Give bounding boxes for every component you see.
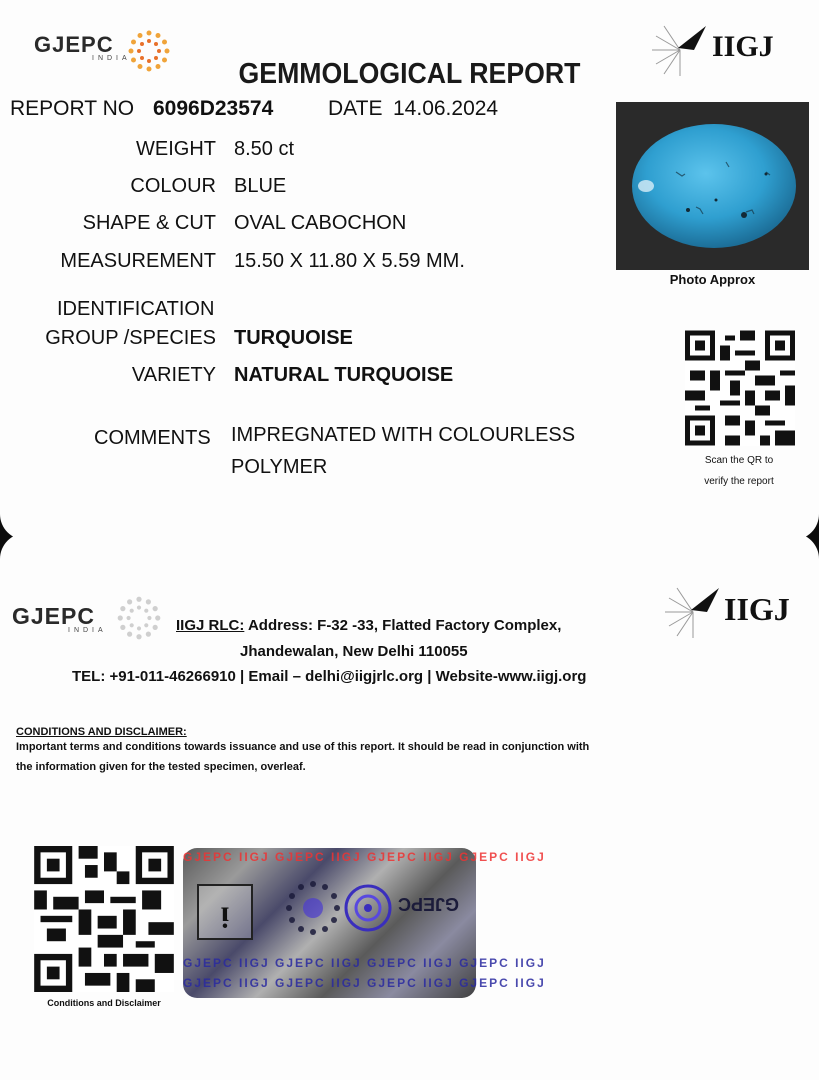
qr-note-line-1: Scan the QR to	[704, 455, 774, 466]
report-title: GEMMOLOGICAL REPORT	[238, 58, 581, 90]
field-value: BLUE	[234, 175, 287, 197]
hologram-sun-icon	[283, 878, 343, 938]
hologram-gjepc-text: GJEPC	[398, 894, 460, 914]
report-no-value: 6096D23574	[153, 97, 274, 120]
address-label: IIGJ RLC:	[176, 617, 245, 634]
date-label: DATE	[328, 97, 383, 120]
comments-label: COMMENTS	[94, 427, 211, 449]
gem-photo	[616, 102, 809, 270]
conditions-line-1: Important terms and conditions towards issuance and use of this report. It should be read in conjunction with	[16, 741, 590, 753]
field-row-shape-cut	[0, 212, 600, 236]
report-back-card	[0, 533, 819, 1080]
iigj-star-icon	[663, 583, 723, 641]
photo-caption: Photo Approx	[669, 272, 756, 287]
field-label: MEASUREMENT	[60, 250, 216, 272]
gjepc-logo: GJEPC INDIA	[12, 603, 107, 634]
field-value: NATURAL TURQUOISE	[234, 364, 454, 386]
security-hologram	[183, 848, 546, 998]
gjepc-sun-icon	[114, 593, 164, 643]
gjepc-logo: GJEPC INDIA	[34, 32, 131, 62]
address-line-1	[176, 617, 561, 634]
field-value: 15.50 X 11.80 X 5.59 MM.	[234, 250, 465, 272]
address-line-2: Jhandewalan, New Delhi 110055	[240, 643, 468, 660]
field-row-group-species	[0, 327, 600, 351]
field-label: SHAPE & CUT	[82, 212, 216, 234]
field-row-colour	[0, 175, 600, 199]
qr-note	[676, 450, 802, 492]
conditions-qr-caption: Conditions and Disclaimer	[47, 998, 161, 1008]
report-no-label: REPORT NO	[10, 97, 135, 120]
field-row-weight	[0, 138, 600, 162]
field-label: GROUP /SPECIES	[45, 327, 216, 349]
field-value: 8.50 ct	[234, 138, 295, 160]
field-value: TURQUOISE	[234, 327, 353, 349]
conditions-line-2: the information given for the tested specimen, overleaf.	[16, 761, 306, 773]
hologram-iigj-emblem: ᴉ	[197, 884, 253, 940]
field-value: OVAL CABOCHON	[234, 212, 407, 234]
contact-line: TEL: +91-011-46266910 | Email – delhi@iigjrlc.org | Website-www.iigj.org	[72, 668, 587, 685]
conditions-heading: CONDITIONS AND DISCLAIMER:	[16, 726, 187, 738]
field-row-variety	[0, 364, 600, 388]
hologram-rosette-icon	[338, 878, 398, 938]
date-value: 14.06.2024	[393, 97, 499, 120]
conditions-qr-code[interactable]	[34, 846, 174, 992]
conditions-text	[16, 737, 806, 777]
address-text: Address: F-32 -33, Flatted Factory Complex,	[247, 617, 562, 634]
field-label: COLOUR	[130, 175, 216, 197]
field-label: WEIGHT	[136, 138, 216, 160]
hologram-text: GJEPC IIGJ GJEPC IIGJ GJEPC IIGJ GJEPC IIGJ	[183, 956, 546, 970]
field-row-measurement	[0, 250, 600, 274]
identification-heading: IDENTIFICATION	[57, 298, 215, 320]
iigj-logo: IIGJ	[712, 30, 774, 63]
comments-line-2: POLYMER	[231, 456, 328, 478]
comments-line-1: IMPREGNATED WITH COLOURLESS	[231, 424, 576, 446]
field-label: VARIETY	[131, 364, 216, 386]
hologram-text: GJEPC IIGJ GJEPC IIGJ GJEPC IIGJ GJEPC IIGJ	[183, 850, 546, 864]
qr-note-line-2: verify the report	[704, 476, 774, 487]
iigj-logo: IIGJ	[724, 591, 790, 627]
verify-qr-code[interactable]	[685, 330, 795, 446]
hologram-text: GJEPC IIGJ GJEPC IIGJ GJEPC IIGJ GJEPC IIGJ	[183, 976, 546, 990]
